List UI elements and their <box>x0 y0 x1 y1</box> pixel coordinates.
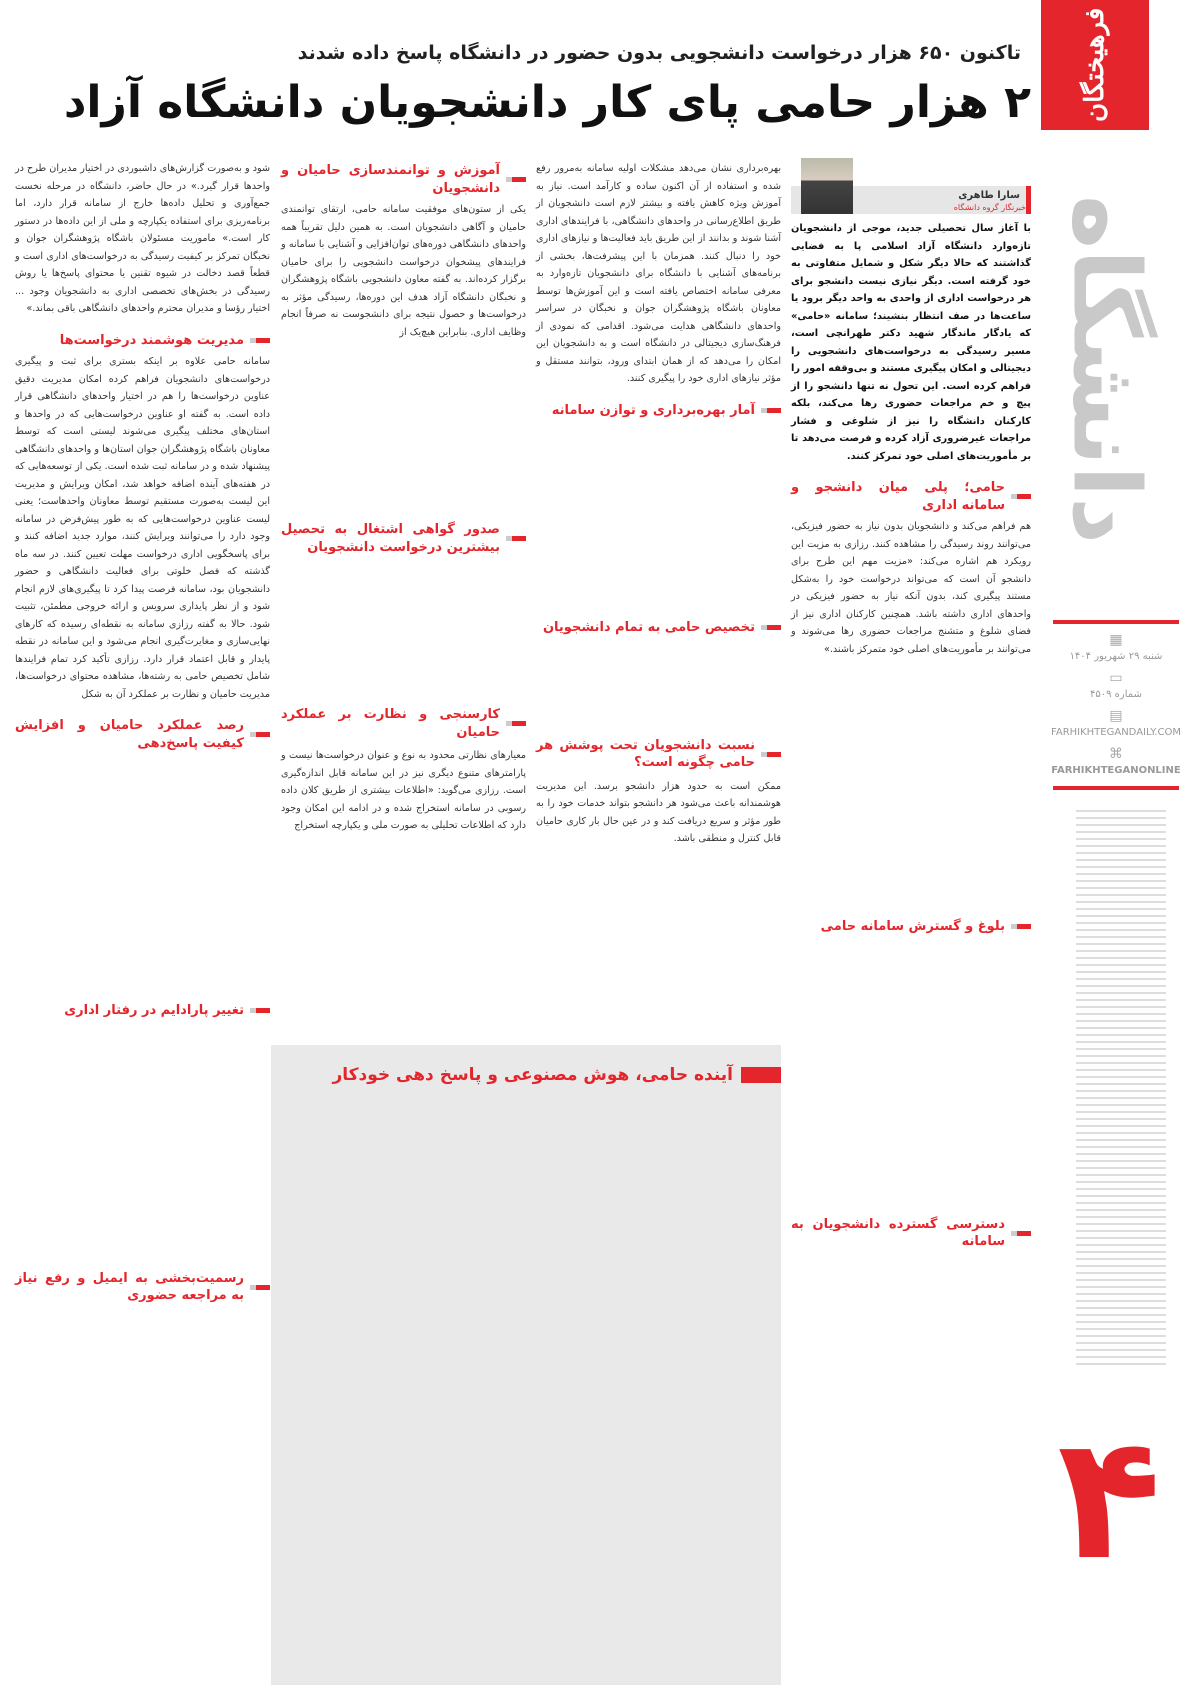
author-name: سارا طاهری <box>958 190 1020 201</box>
paragraph: معیارهای نظارتی محدود به نوع و عنوان درخواست‌ها نیست و پارامترهای متنوع دیگری نیز در این سامانه قابل اندازه‌گیری است. رزازی می‌گوید: «اطلاعات بیشتری از طریق کلان داده رسوبی در سامانه استخراج شده و در ادامه این امکان وجود دارد که اطلاعات تحلیلی به صورت ملی و یکپارچه استخراج <box>281 750 526 831</box>
section-heading: دسترسی گسترده دانشجویان به سامانه <box>791 1216 1031 1251</box>
lead-paragraph: با آغاز سال تحصیلی جدید، موجی از دانشجویان تازه‌وارد دانشگاه آزاد اسلامی پا به فضایی گذاشتند که حالا دیگر شکل و شمایل متفاوتی به خود گرفته است. دیگر نیازی نیست دانشجو برای هر درخواست اداری از واحدی به واحد دیگر برود یا ساعت‌ها در صف انتظار بنشیند؛ سامانه «حامی» که یادگار ماندگار شهید دکتر طهرانچی است، مسیر رسیدگی به درخواست‌های دانشجویی را دیجیتالی و امکان پیگیری مستند و بی‌وقفه امور را فراهم کرده است. این تحول نه تنها دانشجو را از پیچ و خم مراجعات حضوری رها می‌کند، بلکه کارکنان دانشگاه را نیز از شلوغی و فشار مراجعات غیرضروری آزاد کرده و فرصت می‌دهد تا بر مأموریت‌های اصلی خود تمرکز کنند. <box>791 223 1031 462</box>
section-heading: کارسنجی و نظارت بر عملکرد حامیان <box>281 706 526 741</box>
divider <box>1053 786 1179 790</box>
sidebar <box>1041 0 1191 1700</box>
paragraph: شود و به‌صورت گزارش‌های داشبوردی در اختیار مدیران طرح در واحدها قرار گیرد.» در حال حاضر، دانشگاه در مرحله نخست جمع‌آوری و تحلیل داده‌ها خارج از سامانه قرار دارد، اما برنامه‌ریزی برای استفاده یکپارچه و ملی از این داده‌ها در دستور کار است.» ماموریت مسئولان باشگاه پژوهشگران جوان و نخبگان تمرکز بر کیفیت رسیدگی به درخواست‌های اداری است و قطعاً قصد دخالت در شیوه تقنین یا محتوای پاسخ‌ها یا روش رسیدگی در بخش‌های تخصصی اداری به دانشجویان وجود ... اختیار رؤسا و مدیران محترم واحدهای دانشگاهی باقی بماند.» <box>15 163 270 314</box>
section-heading: رسمیت‌بخشی به ایمیل و رفع نیاز به مراجعه حضوری <box>15 1270 270 1305</box>
issue-date: شنبه ۲۹ شهریور ۱۴۰۴ <box>1069 651 1163 662</box>
section-heading: تغییر پارادایم در رفتار اداری <box>15 1002 270 1020</box>
headline: ۲ هزار حامی پای کار دانشجویان دانشگاه آزاد <box>63 77 1031 128</box>
issue-number: شماره ۴۵۰۹ <box>1090 689 1142 700</box>
paragraph: یکی از ستون‌های موفقیت سامانه حامی، ارتقای توانمندی حامیان و آگاهی دانشجویان است. به همین دلیل تقریباً همه واحدهای دانشگاهی دوره‌های توان‌افزایی و آشنایی با سامانه و فرایندهای پیشخوان درخواست دانشجویی را برای حامیان برگزار کرده‌اند. به گفته معاون دانشجویی باشگاه پژوهشگران و نخبگان دانشگاه آزاد هدف این دوره‌ها، رسیدگی مؤثر به درخواست‌ها و حصول نتیجه برای دانشجوست نه صرفاً انجام وظایف اداری. بنابراین هیچ‌یک از <box>281 204 526 338</box>
decorative-stripes <box>1076 810 1166 1370</box>
calendar-icon: ▦ <box>1109 632 1123 648</box>
sidebar-box <box>271 1045 781 1685</box>
section-heading: بلوغ و گسترش سامانه حامی <box>791 918 1031 936</box>
column-4 <box>15 160 270 1309</box>
column-2 <box>536 160 781 850</box>
section-heading: نسبت دانشجویان تحت پوشش هر حامی چگونه است؟ <box>536 737 781 772</box>
box-heading: آینده حامی، هوش مصنوعی و پاسخ دهی خودکار <box>271 1065 781 1085</box>
paragraph: هم فراهم می‌کند و دانشجویان بدون نیاز به حضور فیزیکی، می‌توانند روند رسیدگی را مشاهده کنند. رزازی به مزیت این رویکرد هم اشاره می‌کند: «مزیت مهم این طرح برای دانشجو آن است که می‌تواند درخواست خود را به‌شکل مستند پیگیری کند، بدون آنکه نیاز به حضور فیزیکی در واحدهای اداری داشته باشد. همچنین کارکنان اداری نیز از فضای شلوغ و متشنج مراجعات حضوری رها می‌شوند و می‌توانند بر مأموریت‌های اصلی خود متمرکز باشند.» <box>791 521 1031 655</box>
website-link[interactable]: FARHIKHTEGANDAILY.COM <box>1051 727 1181 738</box>
section-heading: صدور گواهی اشتغال به تحصیل بیشترین درخواست دانشجویان <box>281 521 526 556</box>
kicker: تاکنون ۶۵۰ هزار درخواست دانشجویی بدون حضور در دانشگاه پاسخ داده شدند <box>297 42 1021 64</box>
social-network-icon: ⌘ <box>1109 746 1123 762</box>
divider <box>1053 620 1179 624</box>
website-icon: ▤ <box>1109 708 1123 724</box>
section-heading: تخصیص حامی به تمام دانشجویان <box>536 619 781 637</box>
column-1 <box>791 160 1031 1255</box>
section-label: دانشگاه <box>1052 195 1160 545</box>
section-heading: آمار بهره‌برداری و توازن سامانه <box>536 402 781 420</box>
issue-info <box>1041 620 1191 790</box>
author-role: خبرنگار گروه دانشگاه <box>953 203 1026 212</box>
paragraph: بهره‌برداری نشان می‌دهد مشکلات اولیه سامانه به‌مرور رفع شده و استفاده از آن اکنون ساده و کارآمد است. نیاز به آموزش ویژه کاهش یافته و بیشتر لازم است دانشجویان از طریق اطلاع‌رسانی در واحدهای دانشگاهی، با فرایندهای اداری آشنا شوند و بدانند از این طریق باید فعالیت‌ها و نیازهای اداری خود را دنبال کنند. همزمان با این پیشرفت‌ها، بخشی از برنامه‌های آشنایی با دانشگاه برای دانشجویان تازه‌وارد به معرفی سامانه اختصاص یافته است و این آموزش‌ها توسط معاونان باشگاه پژوهشگران جوان و نخبگان در سراسر واحدهای دانشگاهی هدایت می‌شود. اقدامی که نمودی از فرهنگ‌سازی دیجیتالی در دانشگاه است و به دانشجویان این امکان را می‌دهد که از همان ابتدای ورود، بتوانند مستقل و مؤثر نیازهای اداری خود را پیگیری کنند. <box>536 163 781 384</box>
newspaper-logo: فرهیختگان <box>1041 0 1149 130</box>
issue-number-icon: ▭ <box>1109 670 1123 686</box>
column-3 <box>281 160 526 837</box>
section-heading: حامی؛ پلی میان دانشجو و سامانه اداری <box>791 479 1031 514</box>
author-photo <box>801 158 853 214</box>
page-number: ۴ <box>1057 1400 1161 1598</box>
social-handle[interactable]: FARHIKHTEGANONLINE <box>1051 765 1181 776</box>
section-heading: آموزش و توانمندسازی حامیان و دانشجویان <box>281 162 526 197</box>
byline <box>791 186 1031 214</box>
section-heading: مدیریت هوشمند درخواست‌ها <box>15 332 270 350</box>
paragraph: ممکن است به حدود هزار دانشجو برسد. این مدیریت هوشمندانه باعث می‌شود هر دانشجو بتواند خدمات خود را به طور مؤثر و سریع دریافت کند و در عین حال بار کاری حامیان قابل کنترل و منطقی باشد. <box>536 780 781 844</box>
paragraph: سامانه حامی علاوه بر اینکه بستری برای ثبت و پیگیری درخواست‌های دانشجویان فراهم کرده امکان مدیریت دقیق عناوین درخواست‌ها را هم در اختیار واحدهای دانشگاهی قرار داده است. به گفته او عناوین درخواست‌هایی که در واحدها و استان‌های مختلف پیگیری می‌شوند لیستی است که توسط معاونان باشگاه پژوهشگران جوان استان‌ها و واحدهای دانشگاهی پیشنهاد شده و در سامانه ثبت شده است. یکی از توسعه‌هایی که در هفته‌های آینده اضافه خواهد شد، امکان ویرایش و مدیریت این لیست به‌صورت مستقیم توسط معاونان واحدهاست؛ یعنی لیست عناوین درخواست‌هایی که به طور پیش‌فرض در سامانه وجود دارد را می‌توانند ویرایش کنند، موارد جدید اضافه کنند و برای پاسخگویی اداری درخواست مهلت تعیین کنند. در سه ماه گذشته که فصل خلوتی برای فعالیت دانشگاهی و حضور دانشجویان بود، سامانه فرصت پیدا کرد تا پیگیری‌های لازم انجام شود و از نظر پایداری سرویس و ارائه خروجی مطمئن، تثبیت شود. حالا به گفته رزازی سامانه به نقطه‌ای رسیده که کارهای نهایی‌سازی و مغایرت‌گیری انجام می‌شود و این سامانه در نقطه پایدار و قابل اعتماد قرار دارد. رزازی تأکید کرد تمام فرایندها شامل تخصیص حامی به رشته‌ها، مشاهده محتوای درخواست‌ها، مدیریت حامیان و نظارت بر عملکرد آن به شکل <box>15 356 270 700</box>
section-heading: رصد عملکرد حامیان و افزایش کیفیت پاسخ‌دهی <box>15 717 270 752</box>
